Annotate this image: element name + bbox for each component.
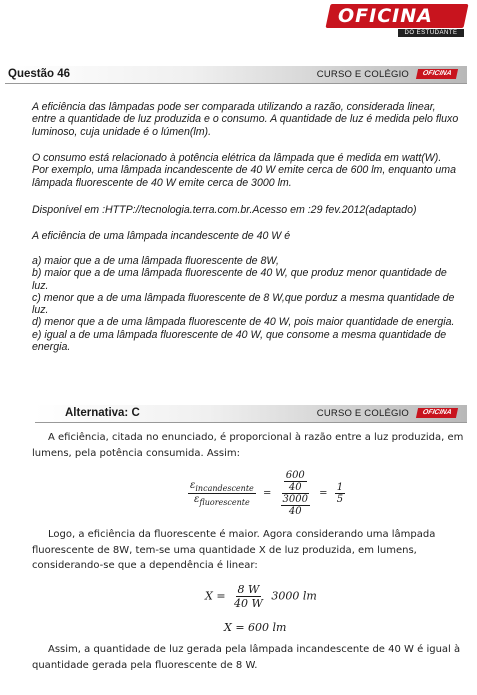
option-b: b) maior que a de uma lâmpada fluorescente de 40 W, que produz menor quantidade de luz.	[32, 267, 447, 292]
efficiency-fraction: $\frac{\varepsilon_{incandescente}}{\varepsilon_{fluorescente}}$	[190, 480, 254, 507]
mini-logo: OFICINA	[416, 69, 458, 79]
option-c: c) menor que a de uma lâmpada fluorescente de 8 W,que porduz a mesma quantidade de luz.	[32, 291, 455, 317]
power-fraction: $\frac{8 W}{40 W}$	[234, 583, 263, 610]
option-e: e) igual a de uma lâmpada fluorescente de 40 W, que consome a mesma quantidade de energia.	[32, 328, 447, 354]
answer-paragraph-3: Assim, a quantidade de luz gerada pela lâmpada incandescente de 40 W é igual à quantidade gerada pela fluorescente de 8 W.	[32, 644, 461, 671]
answer-label: Alternativa: C	[65, 407, 140, 419]
option-a: a) maior que a de uma lâmpada fluorescente de 8W,	[32, 255, 279, 267]
answer-paragraph-2: Logo, a eficiência da fluorescente é maior. Agora considerando uma lâmpada fluorescente de 8W, tem-se uma quantidade X de luz produzida, em lumens, considerando-se que a dependência é linear:	[32, 529, 436, 571]
course-label: CURSO E COLÉGIO	[316, 69, 409, 80]
logo-subtitle: DO ESTUDANTE	[398, 29, 464, 37]
oficina-logo	[328, 4, 468, 38]
light-quantity-equation: X = $\frac{8 W}{40 W}$ 3000 lm	[205, 583, 317, 610]
result-fraction: $\frac{1}{5}$	[336, 482, 344, 505]
question-number: Questão 46	[8, 68, 70, 80]
compound-fraction: $\frac{\frac{600}{40}}{\frac{3000}{40}}$	[282, 470, 308, 517]
question-source: Disponível em :HTTP://tecnologia.terra.com.br.Acesso em :29 fev.2012(adaptado)	[32, 204, 417, 216]
logo-text: OFICINA	[338, 5, 433, 27]
question-header-bar	[5, 66, 467, 84]
answer-header-bar	[35, 405, 467, 423]
option-d: d) menor que a de uma lâmpada fluorescente de 40 W, pois maior quantidade de energia.	[32, 316, 455, 329]
result-equation: X = 600 lm	[224, 621, 287, 634]
answer-options	[32, 255, 460, 353]
question-paragraph-2: O consumo está relacionado à potência elétrica da lâmpada que é medida em watt(W). Por exemplo, uma lâmpada incandescente de 40 W emite cerca de 600 lm, enquanto uma lâmpada fluorescente de 40 W emite cerca de 3000 lm.	[32, 152, 456, 189]
question-paragraph-1: A eficiência das lâmpadas pode ser comparada utilizando a razão, considerada linear, entre a quantidade de luz produzida e o consumo. A quantidade de luz é medida pelo fluxo luminoso, cuja unidade é o lúmen(lm).	[32, 101, 459, 138]
course-label: CURSO E COLÉGIO	[316, 408, 409, 419]
question-prompt: A eficiência de uma lâmpada incandescente de 40 W é	[32, 230, 291, 242]
mini-logo: OFICINA	[416, 408, 458, 418]
answer-paragraph-1: A eficiência, citada no enunciado, é proporcional à razão entre a luz produzida, em lumens, pela potência consumida. Assim:	[32, 432, 464, 459]
efficiency-ratio-equation: $\frac{\varepsilon_{incandescente}}{\varepsilon_{fluorescente}}$ = $\frac{\frac{600}{40}}{\frac{3000}{40}}$ = $\frac{1}{5}$	[190, 470, 344, 517]
